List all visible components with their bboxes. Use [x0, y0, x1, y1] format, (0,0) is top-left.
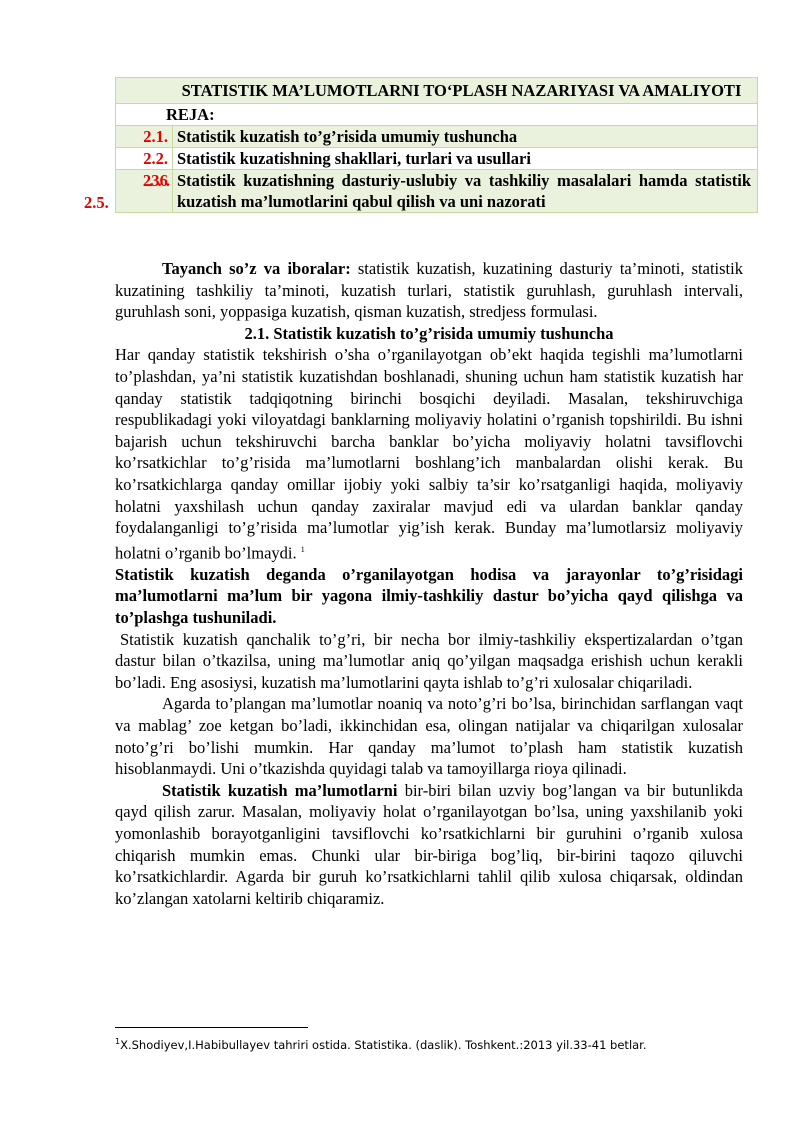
body-text — [115, 258, 743, 909]
paragraph — [115, 344, 743, 563]
outline-item-text: Statistik kuzatish to’g’risida umumiy tushuncha — [173, 126, 758, 148]
section-heading: 2.1. Statistik kuzatish to’g’risida umumiy tushuncha — [244, 323, 614, 343]
paragraph-text: Statistik kuzatish qanchalik to’g’ri, bir necha bor ilmiy-tashkiliy ekspertizalardan o’tgan dastur bilan o’tkazilsa, uning ma’lumotlar aniq qo’yilgan maqsadga erishish uchun kerakli bo’ladi. Eng asosiysi, kuzatish ma’lumotlarini qayta ishlab to’g’ri xulosalar chiqariladi. — [115, 629, 743, 692]
outline-item-text: Statistik kuzatishning shakllari, turlari va usullari — [173, 148, 758, 170]
definition-text: Statistik kuzatish deganda o’rganilayotgan hodisa va jarayonlar to’g’risidagi ma’lumotlarni ma’lum bir yagona ilmiy-tashkiliy dastur bo’yicha qayd qilishga va to’plashga tushuniladi. — [115, 564, 743, 627]
plan-label: REJA: — [116, 104, 758, 126]
paragraph — [115, 693, 743, 779]
outline-item-number: 2.2. — [116, 148, 173, 170]
outline-item-text: Statistik kuzatishning dasturiy-uslubiy va tashkiliy masalalari hamda statistik kuzatish ma’lumotlarini qabul qilish va uni nazorati — [173, 170, 758, 213]
paragraph-text: bir-biri bilan uzviy bog’langan va bir butunlikda qayd qilish zarur. Masalan, moliyaviy holat o’rganilayotgan bo’lsa, uning yaxshilanib yoki yomonlashib borayotganligini tavsiflovchi ko’rsatkichlarni bir guruhini o’rganib xulosa chiqarish mumkin emas. Chunki ular bir-biriga bog’liq, bir-birini taqozo qiluvchi ko’rsatkichlardir. Agarda bir guruh ko’rsatkichlarni tahlil qilib xulosa chiqarsak, oldindan ko’zlangan xatolarni keltirib chiqaramiz. — [115, 780, 743, 908]
footnote-text: X.Shodiyev,I.Habibullayev tahriri ostida. Statistika. (daslik). Toshkent.:2013 yil.33-41 betlar. — [120, 1037, 647, 1052]
keywords-text: statistik kuzatish, kuzatining dasturiy ta’minoti, statistik kuzatining tashkiliy ta’minoti, kuzatish turlari, statistik guruhlash, guruhlash intervali, guruhlash soni, yoppasiga kuzatish, qisman kuzatish, stredjess formulasi. — [115, 259, 743, 322]
paragraph — [115, 629, 743, 694]
paragraph-text: Har qanday statistik tekshirish o’sha o’rganilayotgan ob’ekt haqida tegishli ma’lumotlarni to’plashdan, ya’ni statistik kuzatishdan boshlanadi, shuning uchun ham statistik kuzatish har qanday statistik tadqiqotning birinchi bosqichi deyiladi. Masalan, tekshiruvchiga respublikadagi yoki viloyatdagi banklarning moliyaviy holatini o’rganish topshirildi. Bu ishni bajarish uchun tekshiruvchi barcha banklar bo’yicha moliyaviy holatni tavsiflovchi ko’rsatkichlar to’g’risida ma’lumotlarni boshlang’ich manbalardan olishi kerak. Bu ko’rsatkichlarga qanday omillar ijobiy yoki salbiy ta’sir ko’rsatganligi haqida, moliyaviy holatni yaxshilash uchun qanday zaxiralar mavjud edi va ulardan banklar qanday foydalanganligi to’g’risida ma’lumotlar yig’ish kerak. Bunday ma’lumotlarsiz moliyaviy holatni o’rganib bo’lmaydi. — [115, 345, 743, 563]
outline-item-number: 2.3.6. — [116, 170, 173, 213]
definition-paragraph — [115, 564, 743, 629]
footnote-mark: 1 — [115, 1037, 121, 1046]
outline-item-number: 2.1. — [116, 126, 173, 148]
outline-title: STATISTIK MA’LUMOTLARNI TO‘PLASH NAZARIYASI VA AMALIYOTI — [116, 78, 758, 104]
outline-table — [115, 77, 758, 213]
footnote — [115, 1037, 647, 1052]
paragraph — [115, 780, 743, 910]
side-section-number: 2.5. — [84, 193, 109, 212]
keywords-paragraph — [115, 258, 743, 323]
paragraph-bold-lead: Statistik kuzatish ma’lumotlarni — [162, 780, 398, 800]
footnote-separator — [115, 1027, 308, 1028]
paragraph-text: Agarda to’plangan ma’lumotlar noaniq va noto’g’ri bo’lsa, birinchidan sarflangan vaqt va mablag’ zoe ketgan bo’ladi, ikkinchidan esa, olingan natijalar va chiqarilgan xulosalar noto’g’ri bo’lishi mumkin. Har qanday ma’lumot to’plash ham statistik kuzatish hisoblanmaydi. Uni o’tkazishda quyidagi talab va tamoyillarga rioya qilinadi. — [115, 694, 743, 779]
keywords-label: Tayanch so’z va iboralar: — [162, 259, 351, 278]
footnote-reference: 1 — [300, 544, 305, 554]
